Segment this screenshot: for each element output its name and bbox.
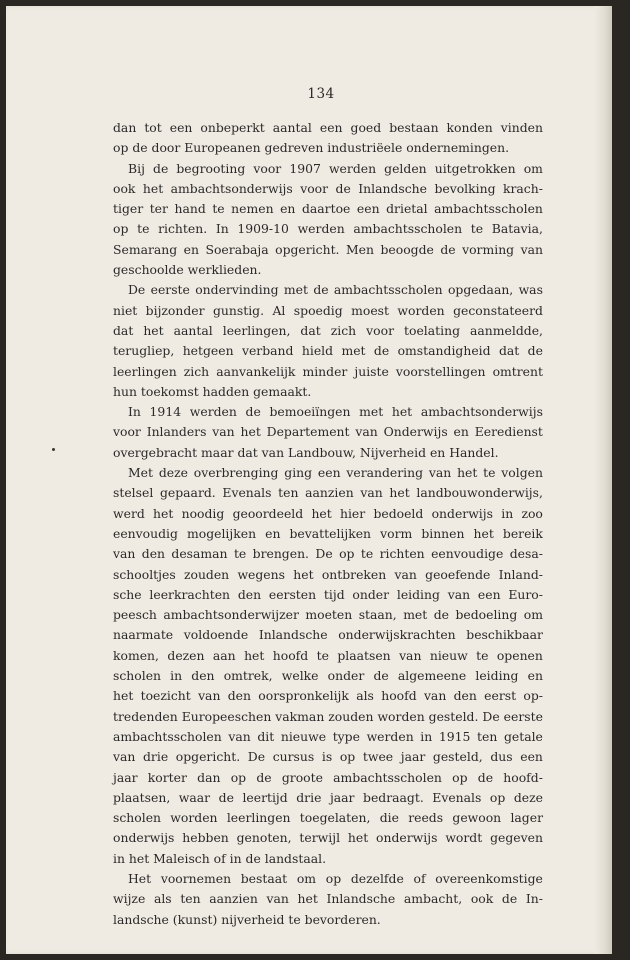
text-line: op de door Europeanen gedreven industriëele ondernemingen.	[113, 140, 510, 156]
text-line: schooltjes zouden wegens het ontbreken van geoefende Inland-	[113, 566, 543, 582]
text-line: landsche (kunst) nijverheid te bevorderen.	[113, 911, 381, 927]
text-line: plaatsen, waar de leertijd drie jaar bedraagt. Evenals op deze	[113, 789, 543, 805]
page-number: 134	[307, 86, 335, 102]
text-line: stelsel gepaard. Evenals ten aanzien van het landbouwonderwijs,	[113, 485, 543, 501]
text-line: wijze als ten aanzien van het Inlandsche ambacht, ook de In-	[113, 891, 543, 907]
text-line: van drie opgericht. De cursus is op twee jaar gesteld, dus een	[113, 749, 543, 765]
text-line: in het Maleisch of in de landstaal.	[113, 850, 327, 866]
text-line: geschoolde werklieden.	[113, 262, 262, 278]
text-line: voor Inlanders van het Departement van Onderwijs en Eeredienst	[113, 424, 543, 440]
text-line: komen, dezen aan het hoofd te plaatsen van nieuw te openen	[113, 647, 543, 663]
text-line: niet bijzonder gunstig. Al spoedig moest worden geconstateerd	[113, 302, 543, 318]
text-line: leerlingen zich aanvankelijk minder juiste voorstellingen omtrent	[113, 363, 543, 379]
text-line: scholen in den omtrek, welke onder de algemeene leiding en	[113, 668, 543, 684]
text-line: terugliep, hetgeen verband hield met de omstandigheid dat de	[113, 343, 543, 359]
text-line: dat het aantal leerlingen, dat zich voor toelating aanmeldde,	[113, 322, 543, 338]
page-edge-shadow	[594, 6, 612, 954]
text-line: dan tot een onbeperkt aantal een goed bestaan konden vinden	[113, 120, 543, 135]
text-line: Met deze overbrenging ging een verandering van het te volgen	[128, 465, 543, 481]
text-line: scholen worden leerlingen toegelaten, die reeds gewoon lager	[113, 810, 543, 826]
text-line: naarmate voldoende Inlandsche onderwijskrachten beschikbaar	[113, 627, 543, 643]
text-line: De eerste ondervinding met de ambachtsscholen opgedaan, was	[128, 282, 543, 298]
body-text	[113, 118, 543, 930]
text-line: het toezicht van den oorspronkelijk als hoofd van den eerst op-	[113, 688, 543, 704]
text-line: tiger ter hand te nemen en daartoe een drietal ambachtsscholen	[113, 201, 543, 217]
text-line: overgebracht maar dat van Landbouw, Nijverheid en Handel.	[113, 444, 499, 460]
text-line: In 1914 werden de bemoeiïngen met het ambachtsonderwijs	[128, 404, 543, 420]
text-line: eenvoudig mogelijken en bevattelijken vorm binnen het bereik	[113, 525, 543, 541]
text-line: peesch ambachtsonderwijzer moeten staan, met de bedoeling om	[113, 607, 543, 623]
text-line: hun toekomst hadden gemaakt.	[113, 383, 312, 399]
text-line: van den desaman te brengen. De op te richten eenvoudige desa-	[113, 546, 543, 562]
text-line: op te richten. In 1909-10 werden ambachtsscholen te Batavia,	[113, 221, 543, 237]
text-line: werd het noodig geoordeeld het hier bedoeld onderwijs in zoo	[113, 505, 543, 521]
text-line: jaar korter dan op de groote ambachtsscholen op de hoofd-	[113, 769, 543, 785]
text-line: Semarang en Soerabaja opgericht. Men beoogde de vorming van	[113, 241, 543, 257]
text-line: ambachtsscholen van dit nieuwe type werden in 1915 ten getale	[113, 728, 543, 744]
text-line: Bij de begrooting voor 1907 werden gelden uitgetrokken om	[128, 160, 543, 176]
text-line: sche leerkrachten den eersten tijd onder leiding van een Euro-	[113, 586, 543, 602]
text-line: onderwijs hebben genoten, terwijl het onderwijs wordt gegeven	[113, 830, 543, 846]
text-line: Het voornemen bestaat om op dezelfde of overeenkomstige	[128, 870, 543, 886]
text-line: ook het ambachtsonderwijs voor de Inlandsche bevolking krach-	[113, 180, 543, 196]
ink-speck	[52, 448, 55, 451]
text-line: tredenden Europeeschen vakman zouden worden gesteld. De eerste	[113, 708, 543, 724]
